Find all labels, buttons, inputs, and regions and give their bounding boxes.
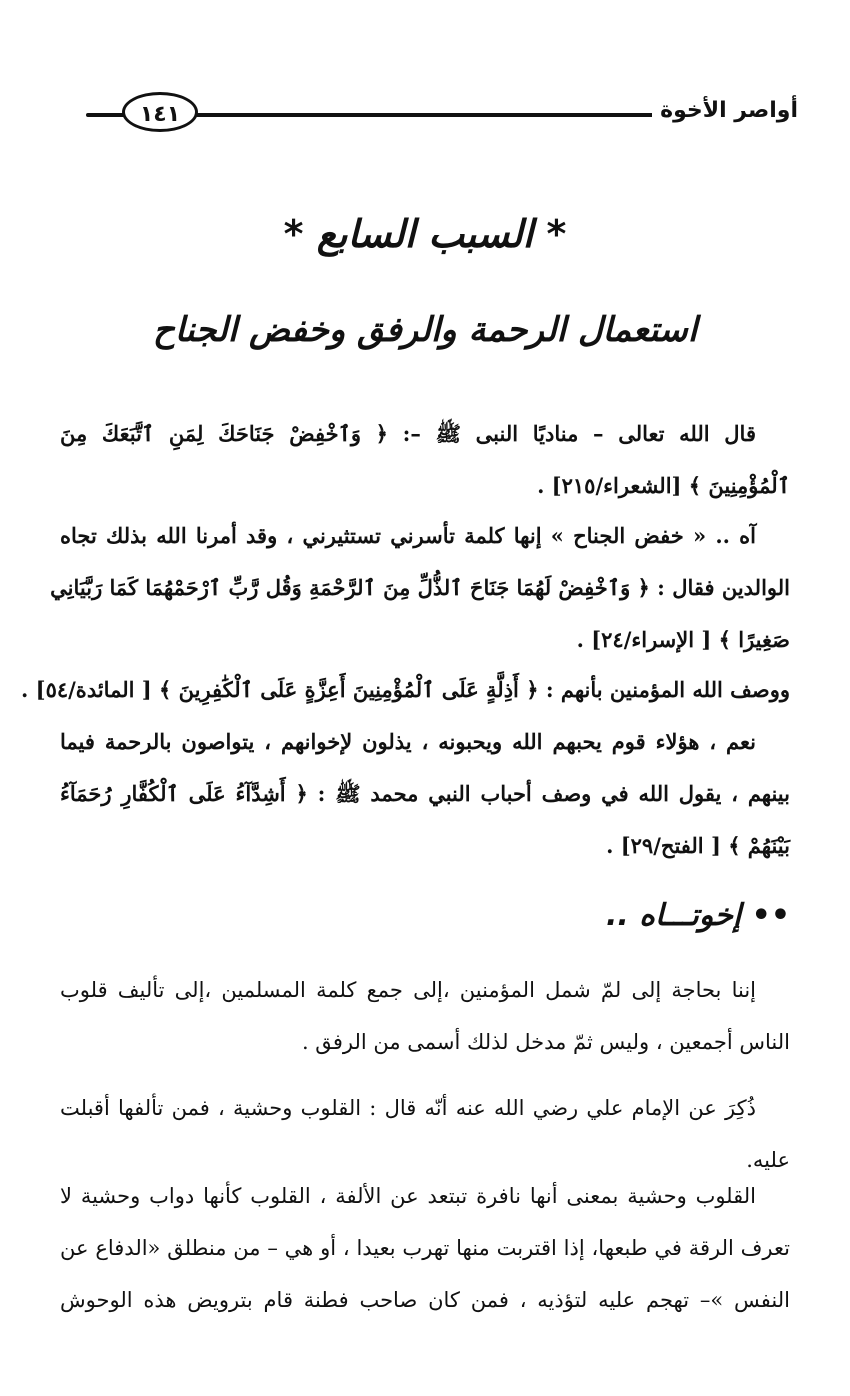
paragraph-line: ٱلْمُؤْمِنِينَ ﴾ [الشعراء/٢١٥] . xyxy=(537,473,790,498)
page-header xyxy=(86,92,798,136)
paragraph-line: نعم ، هؤلاء قوم يحبهم الله ويحبونه ، يذلون لإخوانهم ، يتواصون بالرحمة فيما xyxy=(60,729,756,754)
paragraph-line: صَغِيرًا ﴾ [ الإسراء/٢٤] . xyxy=(576,627,790,652)
paragraph-3 xyxy=(21,664,790,716)
paragraph-4 xyxy=(60,716,790,872)
paragraph-line: الناس أجمعين ، وليس ثمّ مدخل لذلك أسمى من الرفق . xyxy=(301,1030,790,1054)
paragraph-line: عليه. xyxy=(746,1148,790,1172)
paragraph-7 xyxy=(60,1170,790,1326)
running-title: أواصر الأخوة xyxy=(652,98,798,123)
paragraph-line: قال الله تعالى – مناديًا النبى ﷺ –: ﴿ وَٱخْفِضْ جَنَاحَكَ لِمَنِ ٱتَّبَعَكَ مِنَ xyxy=(60,421,756,446)
paragraph-line: بينهم ، يقول الله في وصف أحباب النبي محمد ﷺ : ﴿ أَشِدَّآءُ عَلَى ٱلْكُفَّارِ رُحَمَآءُ xyxy=(60,781,790,806)
paragraph-line: آه .. « خفض الجناح » إنها كلمة تأسرني تستثيرني ، وقد أمرنا الله بذلك تجاه xyxy=(60,523,756,548)
paragraph-line: إننا بحاجة إلى لمّ شمل المؤمنين ،إلى جمع كلمة المسلمين ،إلى تأليف قلوب xyxy=(60,978,756,1002)
paragraph-5 xyxy=(60,964,790,1068)
chapter-title: * السبب السابع * xyxy=(283,212,567,256)
paragraph-line: بَيْنَهُمْ ﴾ [ الفتح/٢٩] . xyxy=(606,833,790,858)
paragraph-line: الوالدين فقال : ﴿ وَٱخْفِضْ لَهُمَا جَنَاحَ ٱلذُّلِّ مِنَ ٱلرَّحْمَةِ وَقُل رَّبِّ ٱرْحَمْهُمَا كَمَا رَبَّيَانِي xyxy=(50,575,790,600)
paragraph-2 xyxy=(50,510,790,666)
paragraph-line: ووصف الله المؤمنين بأنهم : ﴿ أَذِلَّةٍ عَلَى ٱلْمُؤْمِنِينَ أَعِزَّةٍ عَلَى ٱلْكَٰفِرِينَ ﴾ [ المائدة/٥٤] . xyxy=(21,677,790,702)
page-number: ١٤١ xyxy=(122,92,198,132)
chapter-subtitle: استعمال الرحمة والرفق وخفض الجناح xyxy=(152,310,698,350)
paragraph-line: ذُكِرَ عن الإمام علي رضي الله عنه أنّه قال : القلوب وحشية ، فمن تألفها أقبلت xyxy=(60,1096,756,1120)
paragraph-line: النفس »– تهجم عليه لتؤذيه ، فمن كان صاحب فطنة قام بترويض هذه الوحوش xyxy=(60,1288,790,1312)
paragraph-line: القلوب وحشية بمعنى أنها نافرة تبتعد عن الألفة ، القلوب كأنها دواب وحشية لا xyxy=(60,1184,756,1208)
paragraph-line: تعرف الرقة في طبعها، إذا اقتربت منها تهرب بعيدا ، أو هي – من منطلق «الدفاع عن xyxy=(60,1236,790,1260)
paragraph-1 xyxy=(60,408,790,512)
section-heading: •• إخوتـــاه .. xyxy=(606,898,790,933)
